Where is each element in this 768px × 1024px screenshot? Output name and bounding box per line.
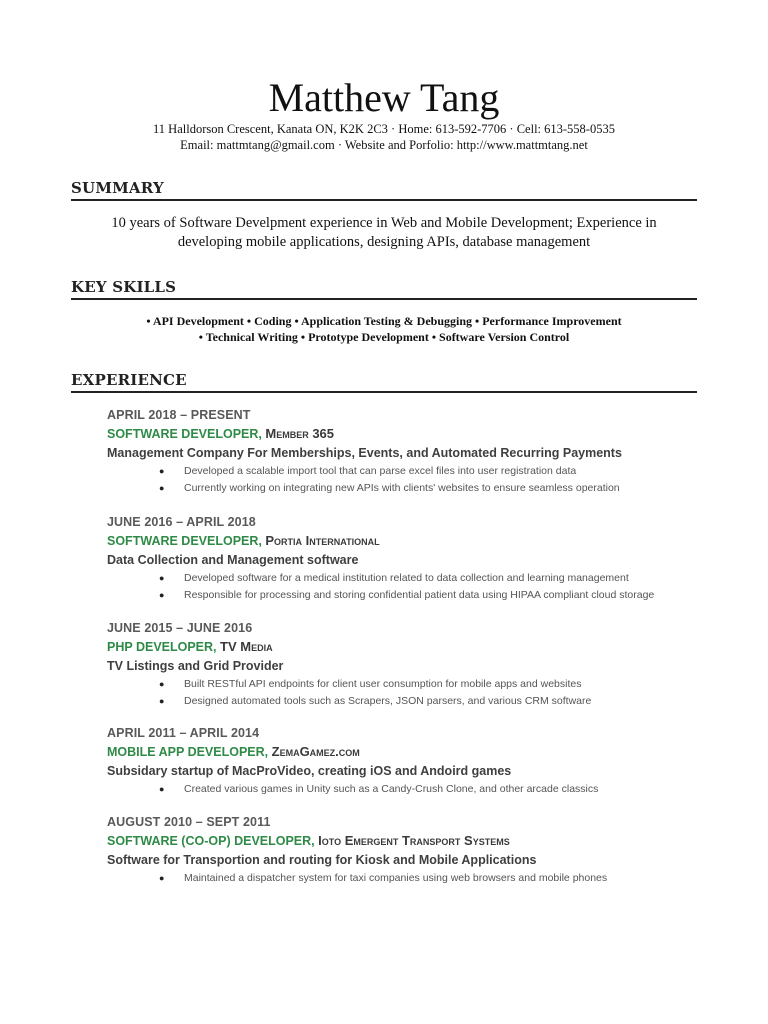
summary-line-2: developing mobile applications, designing APIs, database management [177,234,591,250]
job-dates: APRIL 2011 – APRIL 2014 [107,726,260,740]
bullet-text: Created various games in Unity such as a Candy-Crush Clone, and other arcade classics [184,783,599,795]
job-bullets [107,870,707,887]
job-company: Member 365 [265,426,335,441]
job-dates: JUNE 2016 – APRIL 2018 [107,515,256,529]
key-skills-list [71,313,697,345]
bullet-icon: ● [159,483,165,493]
bullet-icon: ● [159,873,165,883]
job-role [107,638,707,656]
bullet-text: Built RESTful API endpoints for client user consumption for mobile apps and websites [184,678,582,690]
job-role [107,532,707,550]
bullet-text: Developed a scalable import tool that can parse excel files into user registration data [184,465,577,477]
job-bullets [107,570,707,604]
list-item [107,463,707,480]
list-item [107,570,707,587]
skills-line-1: • API Development • Coding • Application Testing & Debugging • Performance Improvement [146,314,622,328]
job-entry [107,407,707,497]
list-item [107,587,707,604]
job-entry [107,725,707,798]
bullet-text: Developed software for a medical institution related to data collection and learning management [184,572,629,584]
job-bullets [107,676,707,710]
bullet-text: Designed automated tools such as Scrapers, JSON parsers, and various CRM software [184,695,592,707]
job-company: Ioto Emergent Transport Systems [318,833,510,848]
job-title: SOFTWARE (CO-OP) DEVELOPER, [107,834,315,848]
job-company: TV Media [220,639,273,654]
job-company: ZemaGamez.com [271,744,360,759]
bullet-icon: ● [159,466,165,476]
job-role [107,743,707,761]
contact-address-phones: 11 Halldorson Crescent, Kanata ON, K2K 2C3 · Home: 613-592-7706 · Cell: 613-558-0535 [153,122,615,136]
job-role [107,832,707,850]
job-bullets [107,463,707,497]
list-item [107,676,707,693]
contact-email-website: Email: mattmtang@gmail.com · Website and Porfolio: http://www.mattmtang.net [180,138,588,152]
job-entry [107,814,707,887]
key-skills-divider [71,298,697,300]
job-dates: JUNE 2015 – JUNE 2016 [107,621,253,635]
job-role [107,425,707,443]
job-title: PHP DEVELOPER, [107,640,217,654]
job-bullets [107,781,707,798]
job-dates: AUGUST 2010 – SEPT 2011 [107,815,271,829]
job-title: MOBILE APP DEVELOPER, [107,745,269,759]
job-description: Data Collection and Management software [107,553,359,567]
job-description: TV Listings and Grid Provider [107,659,284,673]
summary-line-1: 10 years of Software Develpment experience in Web and Mobile Development; Experience in [111,215,657,231]
job-title: SOFTWARE DEVELOPER, [107,427,262,441]
summary-text [71,214,697,252]
list-item [107,870,707,887]
bullet-icon: ● [159,696,165,706]
experience-divider [71,391,697,393]
list-item [107,781,707,798]
bullet-icon: ● [159,590,165,600]
summary-divider [71,199,697,201]
experience-heading: EXPERIENCE [71,371,187,389]
job-description: Subsidary startup of MacProVideo, creating iOS and Andoird games [107,764,512,778]
job-dates: APRIL 2018 – PRESENT [107,408,251,422]
job-entry [107,620,707,710]
bullet-text: Currently working on integrating new APIs with clients' websites to ensure seamless operation [184,482,620,494]
job-entry [107,514,707,604]
list-item [107,693,707,710]
bullet-icon: ● [159,679,165,689]
bullet-text: Responsible for processing and storing confidential patient data using HIPAA compliant cloud storage [184,589,655,601]
job-description: Management Company For Memberships, Events, and Automated Recurring Payments [107,446,622,460]
summary-heading: SUMMARY [71,179,164,197]
list-item [107,480,707,497]
skills-line-2: • Technical Writing • Prototype Development • Software Version Control [198,330,570,344]
bullet-icon: ● [159,784,165,794]
job-company: Portia International [265,533,380,548]
bullet-icon: ● [159,573,165,583]
job-description: Software for Transportion and routing for Kiosk and Mobile Applications [107,853,537,867]
candidate-name: Matthew Tang [268,75,500,120]
bullet-text: Maintained a dispatcher system for taxi companies using web browsers and mobile phones [184,872,608,884]
job-title: SOFTWARE DEVELOPER, [107,534,262,548]
key-skills-heading: KEY SKILLS [71,278,177,296]
